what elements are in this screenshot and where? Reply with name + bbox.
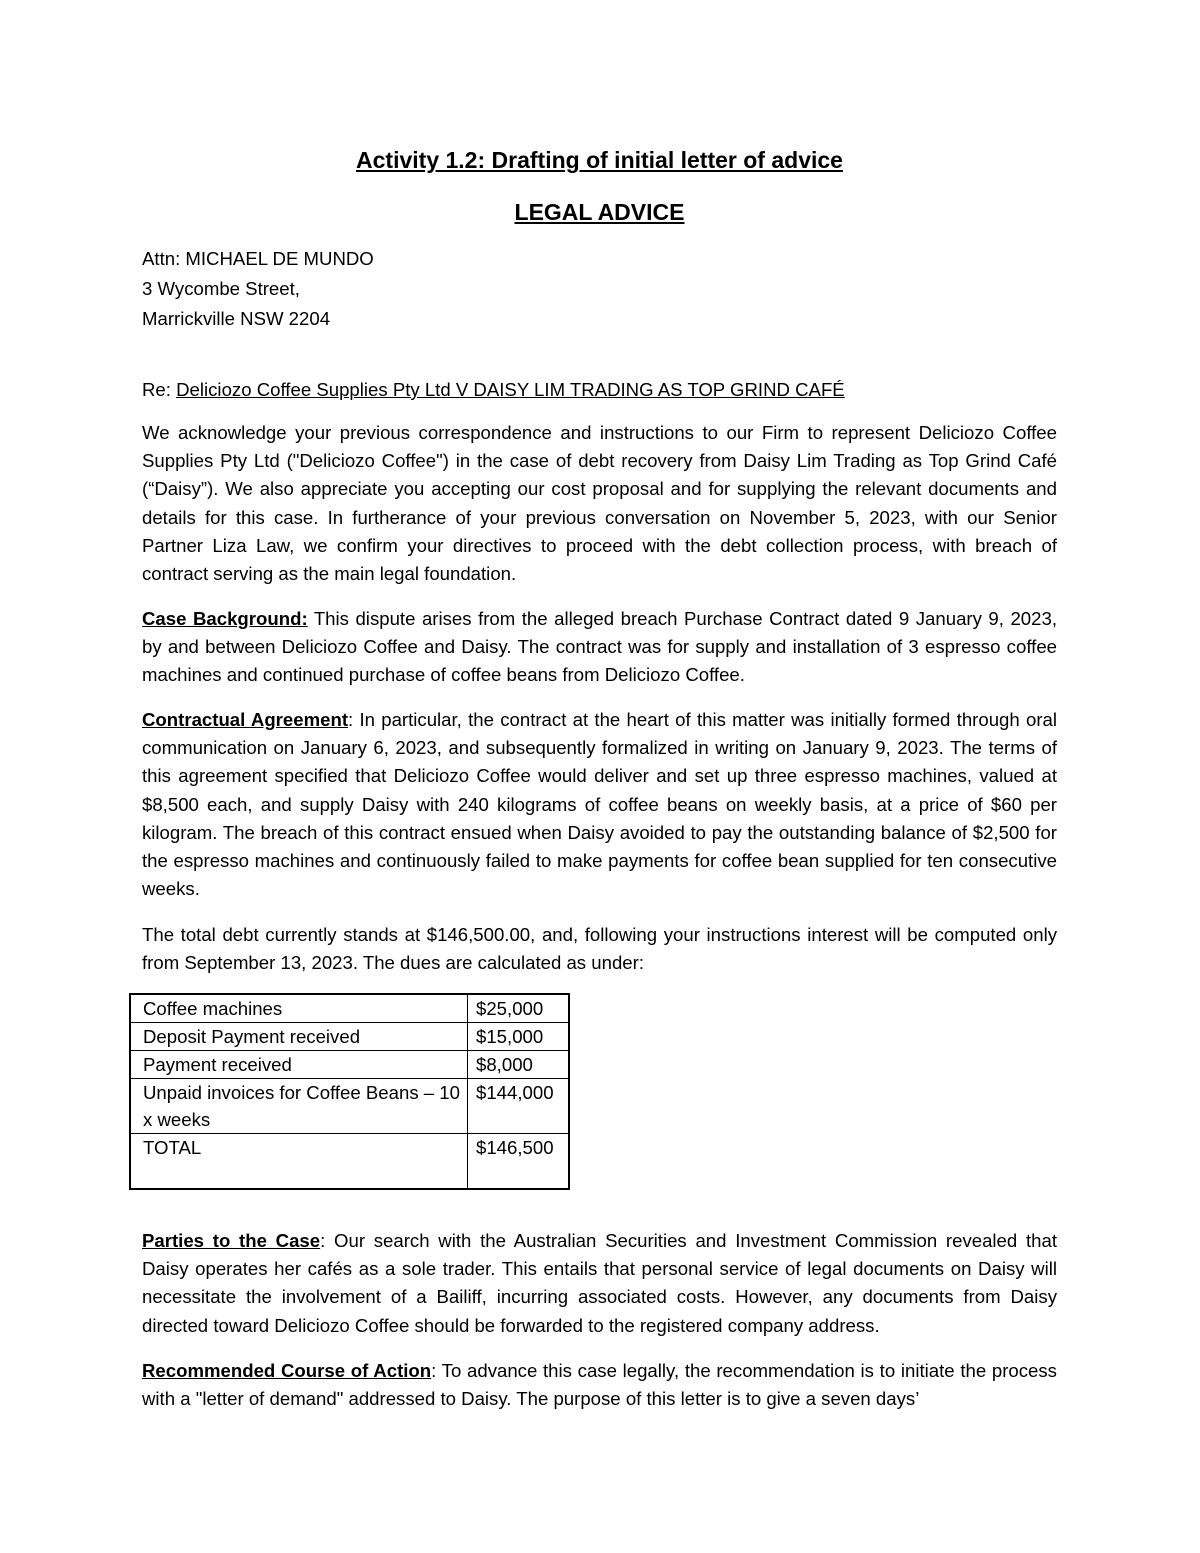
dues-amount: $8,000 [468, 1051, 570, 1079]
dues-table [129, 993, 570, 1190]
recipient-address [142, 245, 1057, 335]
table-row [130, 994, 569, 1023]
dues-total-label: TOTAL [130, 1134, 468, 1190]
dues-item: Deposit Payment received [130, 1023, 468, 1051]
case-background-paragraph [142, 605, 1057, 690]
parties-paragraph [142, 1227, 1057, 1340]
document-page [142, 0, 1057, 1553]
case-background-heading: Case Background: [142, 608, 308, 629]
recommended-text: : To advance this case legally, the recommendation is to initiate the process with a "letter of demand" addressed to Daisy. The purpose of this letter is to give a seven days’ [142, 1360, 1057, 1410]
table-row [130, 1051, 569, 1079]
case-background-text: This dispute arises from the alleged breach Purchase Contract dated 9 January 9, 2023, by and between Deliciozo Coffee and Daisy. The contract was for supply and installation of 3 espresso coffee machines and continued purchase of coffee beans from Deliciozo Coffee. [142, 608, 1057, 686]
contractual-agreement-paragraph [142, 706, 1057, 903]
intro-paragraph: We acknowledge your previous correspondence and instructions to our Firm to represent Deliciozo Coffee Supplies Pty Ltd ("Deliciozo Coffee") in the case of debt recovery from Daisy Lim Trading as Top Grind Café (“Daisy”). We also appreciate you accepting our cost proposal and for supplying the relevant documents and details for this case. In furtherance of your previous conversation on November 5, 2023, with our Senior Partner Liza Law, we confirm your directives to proceed with the debt collection process, with breach of contract serving as the main legal foundation. [142, 422, 1057, 585]
dues-item: Unpaid invoices for Coffee Beans – 10 x weeks [130, 1079, 468, 1134]
table-row [130, 1023, 569, 1051]
re-line [142, 376, 1057, 404]
dues-amount: $25,000 [468, 994, 570, 1023]
address-street: 3 Wycombe Street, [142, 278, 300, 299]
recommended-paragraph [142, 1357, 1057, 1413]
document-subtitle: LEGAL ADVICE [514, 199, 685, 225]
parties-heading: Parties to the Case [142, 1230, 321, 1251]
document-title: Activity 1.2: Drafting of initial letter of advice [356, 147, 843, 173]
parties-text: : Our search with the Australian Securities and Investment Commission revealed that Daisy operates her cafés as a sole trader. This entails that personal service of legal documents on Daisy will necessitate the involvement of a Bailiff, incurring associated costs. However, any documents from Daisy directed toward Deliciozo Coffee should be forwarded to the registered company address. [142, 1230, 1057, 1336]
address-suburb: Marrickville NSW 2204 [142, 308, 331, 329]
table-row-total [130, 1134, 569, 1190]
dues-item: Coffee machines [130, 994, 468, 1023]
contractual-agreement-text: : In particular, the contract at the heart of this matter was initially formed through oral communication on January 6, 2023, and subsequently formalized in writing on January 9, 2023. The terms of this agreement specified that Deliciozo Coffee would deliver and set up three espresso machines, valued at $8,500 each, and supply Daisy with 240 kilograms of coffee beans on weekly basis, at a price of $60 per kilogram. The breach of this contract ensued when Daisy avoided to pay the outstanding balance of $2,500 for the espresso machines and continuously failed to make payments for coffee bean supplied for ten consecutive weeks. [142, 709, 1057, 900]
contractual-agreement-heading: Contractual Agreement [142, 709, 349, 730]
dues-amount: $144,000 [468, 1079, 570, 1134]
re-matter: Deliciozo Coffee Supplies Pty Ltd V DAISY LIM TRADING AS TOP GRIND CAFÉ [176, 379, 845, 400]
dues-item: Payment received [130, 1051, 468, 1079]
total-debt-paragraph: The total debt currently stands at $146,500.00, and, following your instructions interest will be computed only from September 13, 2023. The dues are calculated as under: [142, 924, 1057, 974]
table-row [130, 1079, 569, 1134]
re-prefix: Re: [142, 379, 177, 400]
recommended-heading: Recommended Course of Action [142, 1360, 432, 1381]
address-attn: Attn: MICHAEL DE MUNDO [142, 248, 374, 269]
dues-amount: $15,000 [468, 1023, 570, 1051]
dues-total-amount: $146,500 [468, 1134, 570, 1190]
